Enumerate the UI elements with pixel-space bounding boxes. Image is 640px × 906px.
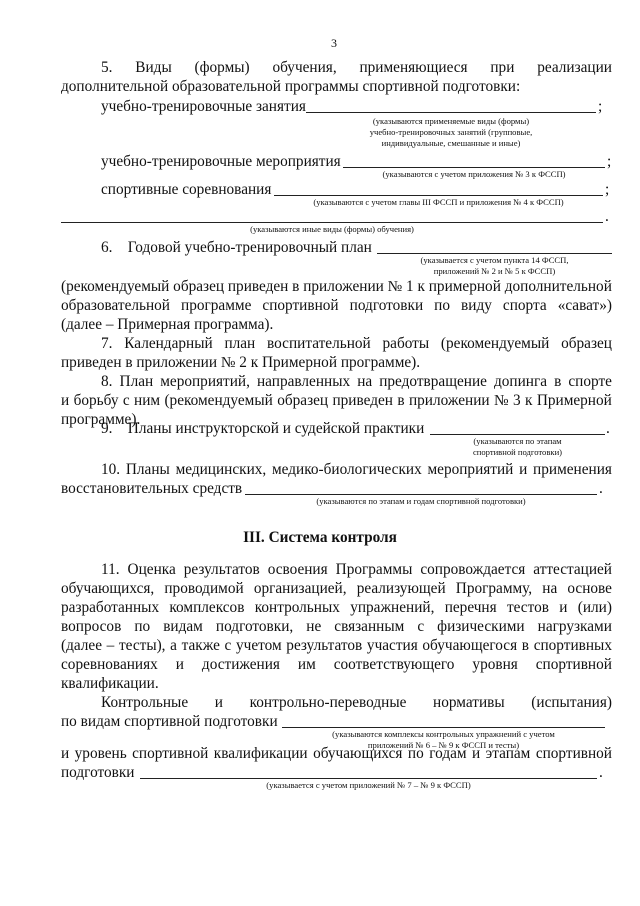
item11-line1 (101, 560, 612, 579)
word: с (224, 637, 232, 654)
competitions-label: спортивные соревнования (101, 181, 272, 198)
word: приложении (303, 278, 384, 295)
word: основе (567, 580, 612, 597)
item6-line1 (61, 277, 612, 296)
word: Оценка (127, 561, 176, 578)
note-line: (указываются комплексы контрольных упражнений с учетом (332, 729, 555, 739)
training-events-label: учебно-тренировочные мероприятия (101, 153, 341, 170)
level-line1 (61, 744, 612, 763)
word: План (119, 373, 154, 390)
word: № (387, 278, 403, 295)
word: (формы) (194, 59, 250, 76)
word: допинга (494, 373, 548, 390)
training-sessions-fill-line (306, 112, 596, 113)
word: спортивной (535, 745, 612, 762)
item5-line1 (101, 58, 612, 77)
word: – (106, 637, 115, 654)
word: этапам (485, 745, 531, 762)
word: подготовки, (215, 618, 294, 635)
note-line: индивидуальные, смешанные и иные) (381, 138, 521, 148)
item5-line2: дополнительной образовательной программы спортивной подготовки: (61, 78, 521, 95)
word: комплексов (169, 599, 245, 616)
control-fill-line (282, 727, 605, 728)
word: тестов (506, 599, 549, 616)
word: вопросов (61, 618, 122, 635)
word: спортивной (132, 745, 209, 762)
word: уровень (74, 745, 127, 762)
word: применяющиеся (359, 59, 468, 76)
word: результатов (286, 637, 363, 654)
word: обучающегося (422, 637, 518, 654)
word: и (61, 745, 70, 762)
word: и (214, 694, 223, 711)
level-fill-line (140, 778, 597, 779)
item10-end: . (599, 480, 603, 497)
item9-note (430, 436, 605, 458)
word: работы (382, 335, 430, 352)
word: воспитательной (267, 335, 371, 352)
word: учетом (235, 637, 282, 654)
word: спортивных (533, 637, 612, 654)
note-line: приложений № 2 и № 5 к ФССП) (433, 266, 556, 276)
competitions-fill-line (274, 195, 603, 196)
word: (далее (61, 637, 103, 654)
word: на (542, 580, 558, 597)
word: организацией, (253, 580, 347, 597)
word: уровня (472, 656, 518, 673)
word: предотвращение (379, 373, 487, 390)
word: программе (181, 297, 252, 314)
word: образец (561, 335, 612, 352)
word: при (490, 59, 515, 76)
word: медицинских, (175, 461, 267, 478)
word: достижения (201, 656, 280, 673)
word: обучающихся (313, 745, 403, 762)
word: и (559, 599, 568, 616)
word: нагрузками (537, 618, 612, 635)
word: и (61, 392, 70, 409)
word: в (521, 637, 530, 654)
word: 5. (101, 59, 113, 76)
word: освоения (267, 561, 328, 578)
item10-fill-line (245, 494, 597, 495)
word: сопровождается (420, 561, 526, 578)
word: не (306, 618, 322, 635)
word: подготовки (349, 297, 424, 314)
word: 8. (101, 373, 113, 390)
word: нормативы (433, 694, 505, 711)
word: контрольно-переводные (249, 694, 407, 711)
word: 10. (101, 461, 121, 478)
word: приложении (408, 392, 490, 409)
word: по (407, 745, 424, 762)
word: (рекомендуемый (164, 392, 273, 409)
word: Программы (335, 561, 413, 578)
level-end: . (599, 764, 603, 781)
word: «сават») (557, 297, 612, 314)
word: по (434, 297, 451, 314)
item10-line2: восстановительных средств (61, 480, 243, 497)
word: 7. (101, 335, 113, 352)
word: образец (173, 278, 225, 295)
word: результатов (183, 561, 260, 578)
item11-line7: квалификации. (61, 675, 159, 692)
word: образовательной (61, 297, 170, 314)
item11-line4 (61, 617, 612, 636)
section-heading: III. Система контроля (243, 529, 397, 546)
item6-line3: (далее – Примерная программа). (61, 316, 274, 333)
page-number: 3 (331, 36, 337, 50)
item11-line5 (61, 636, 612, 655)
word: связанным (334, 618, 405, 635)
word: мероприятий (427, 461, 514, 478)
word: Контрольные (101, 694, 189, 711)
word: № (493, 392, 509, 409)
note-line: приложений № 6 – № 9 к ФССП и тесты) (367, 740, 520, 750)
word: примерной (428, 278, 501, 295)
word: (рекомендуемый (61, 278, 170, 295)
item9-end: . (606, 420, 610, 437)
note-line: (указываются по этапам (473, 436, 562, 446)
word: обучающихся, (61, 580, 155, 597)
word: проводимой (164, 580, 244, 597)
item10-note: (указываются по этапам и годам спортивной подготовки) (316, 496, 526, 506)
word: дополнительной (504, 278, 612, 295)
word: по (134, 618, 151, 635)
word: спорта (502, 297, 547, 314)
word: (рекомендуемый (440, 335, 550, 352)
control-line2: по видам спортивной подготовки (61, 713, 278, 730)
word: тесты), (118, 637, 166, 654)
word: аттестацией (533, 561, 612, 578)
control-line1 (101, 693, 612, 712)
word: направленных (257, 373, 351, 390)
item6-line2 (61, 296, 612, 315)
word: в (397, 392, 405, 409)
word: (или) (577, 599, 612, 616)
item8-line2 (61, 391, 612, 410)
word: спортивной (535, 656, 612, 673)
other-forms-end: . (605, 208, 609, 225)
word: в (292, 278, 300, 295)
item10-line1 (101, 460, 612, 479)
note-line: (указываются применяемые виды (формы) (372, 116, 530, 126)
level-line2: подготовки (61, 764, 135, 781)
item9-text: 9. Планы инструкторской и судейской практики (101, 420, 425, 437)
training-events-fill-line (343, 167, 605, 168)
word: план (224, 335, 256, 352)
note-line: (указывается с учетом пункта 14 ФССП, (420, 255, 569, 265)
item8-line3: программе). (61, 411, 141, 428)
competitions-end: ; (605, 181, 610, 198)
word: образец (277, 392, 329, 409)
word: с (417, 618, 425, 635)
word: спортивной (262, 297, 339, 314)
word: приведен (332, 392, 393, 409)
word: годам (429, 745, 467, 762)
item11-line2 (61, 579, 612, 598)
word: ним (134, 392, 161, 409)
word: и (175, 656, 184, 673)
word: разработанных (61, 599, 160, 616)
item7-line1 (101, 334, 612, 353)
word: 11. (101, 561, 120, 578)
word: приведен (227, 278, 289, 295)
word: применения (533, 461, 612, 478)
word: виду (461, 297, 492, 314)
training-events-end: ; (607, 153, 612, 170)
word: медико-биологических (272, 461, 422, 478)
note-line: спортивной подготовки) (472, 447, 563, 457)
word: Примерной (536, 392, 612, 409)
word: реализации (537, 59, 612, 76)
word: к (525, 392, 533, 409)
word: (испытания) (531, 694, 612, 711)
item8-line1 (101, 372, 612, 391)
word: реализующей (356, 580, 446, 597)
word: физическими (437, 618, 525, 635)
word: Виды (135, 59, 172, 76)
word: и (472, 745, 481, 762)
word: перечня (444, 599, 497, 616)
word: Планы (125, 461, 170, 478)
item6-text: 6. Годовой учебно-тренировочный план (101, 239, 372, 256)
word: Программу, (455, 580, 533, 597)
word: упражнений, (350, 599, 435, 616)
other-forms-fill-line (61, 222, 603, 223)
item9-fill-line (430, 434, 605, 435)
word: 3 (512, 392, 521, 409)
item7-line2: приведен в приложении № 2 к Примерной программе). (61, 354, 421, 371)
word: мероприятий, (160, 373, 250, 390)
word: на (357, 373, 373, 390)
word: борьбу (73, 392, 119, 409)
word: видам (163, 618, 203, 635)
word: и (519, 461, 528, 478)
item6-note (377, 255, 612, 277)
word: квалификации (213, 745, 308, 762)
word: а (170, 637, 177, 654)
other-forms-note: (указываются иные виды (формы) обучения) (250, 224, 414, 234)
word: спорте (568, 373, 612, 390)
item6-fill-line (377, 253, 612, 254)
item11-line3 (61, 598, 612, 617)
word: участия (366, 637, 418, 654)
training-sessions-label: учебно-тренировочные занятия (101, 98, 306, 115)
training-sessions-end: ; (598, 98, 603, 115)
word: контрольных (254, 599, 340, 616)
word: Календарный (124, 335, 213, 352)
word: соревнованиях (61, 656, 158, 673)
word: к (417, 278, 425, 295)
word: соответствующего (333, 656, 455, 673)
word: им (297, 656, 316, 673)
item11-line6 (61, 655, 612, 674)
level-note: (указывается с учетом приложений № 7 – № 9 к ФССП) (266, 780, 471, 790)
training-events-note: (указываются с учетом приложения № 3 к ФССП) (382, 169, 566, 179)
competitions-note: (указываются с учетом главы III ФССП и приложения № 4 к ФССП) (313, 197, 564, 207)
training-sessions-note (306, 116, 596, 149)
word: 1 (406, 278, 414, 295)
word: с (122, 392, 130, 409)
note-line: учебно-тренировочных занятий (групповые, (369, 127, 533, 137)
word: обучения, (272, 59, 337, 76)
word: также (181, 637, 220, 654)
word: в (554, 373, 562, 390)
